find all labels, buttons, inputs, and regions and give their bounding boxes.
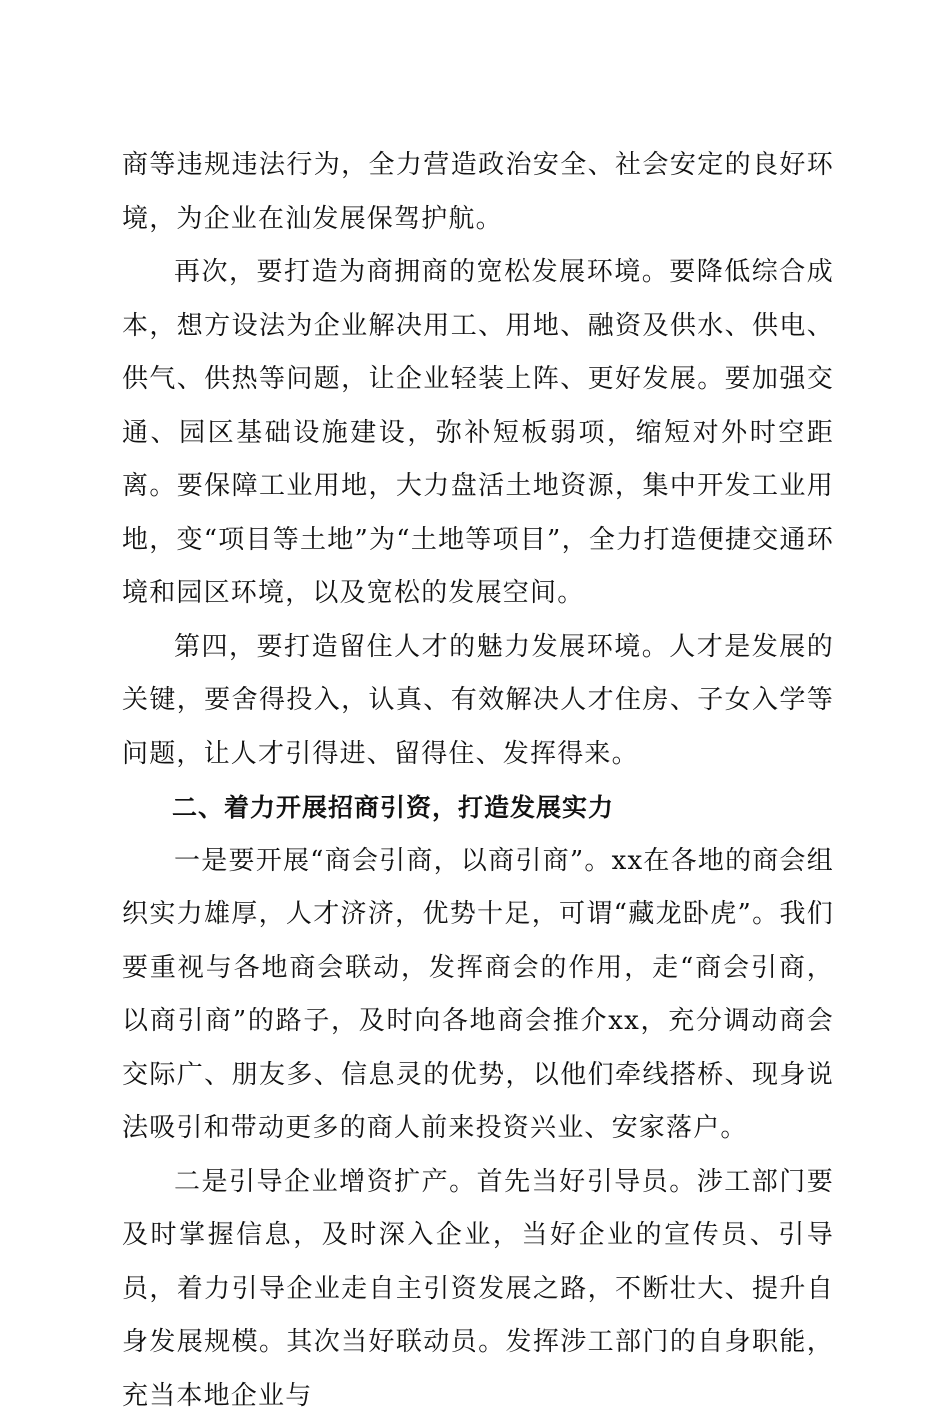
paragraph-business-environment: 再次，要打造为商拥商的宽松发展环境。要降低综合成本，想方设法为企业解决用工、用地、融资及供水、供电、供气、供热等问题，让企业轻装上阵、更好发展。要加强交通、园区基础设施建设，弥补短板弱项，缩短对外时空距离。要保障工业用地，大力盘活土地资源，集中开发工业用地，变“项目等土地”为“土地等项目”，全力打造便捷交通环境和园区环境，以及宽松的发展空间。: [122, 246, 834, 621]
section-heading: 二、着力开展招商引资，打造发展实力: [122, 781, 834, 835]
paragraph-chamber-investment: 一是要开展“商会引商，以商引商”。xx在各地的商会组织实力雄厚，人才济济，优势十足，可谓“藏龙卧虎”。我们要重视与各地商会联动，发挥商会的作用，走“商会引商，以商引商”的路子，及时向各地商会推介xx，充分调动商会交际广、朋友多、信息灵的优势，以他们牵线搭桥、现身说法吸引和带动更多的商人前来投资兴业、安家落户。: [122, 835, 834, 1156]
document-body: [122, 139, 834, 1423]
paragraph-continuation: 商等违规违法行为，全力营造政治安全、社会安定的良好环境，为企业在汕发展保驾护航。: [122, 139, 834, 246]
paragraph-talent-environment: 第四，要打造留住人才的魅力发展环境。人才是发展的关键，要舍得投入，认真、有效解决人才住房、子女入学等问题，让人才引得进、留得住、发挥得来。: [122, 621, 834, 782]
paragraph-enterprise-expansion: 二是引导企业增资扩产。首先当好引导员。涉工部门要及时掌握信息，及时深入企业，当好企业的宣传员、引导员，着力引导企业走自主引资发展之路，不断壮大、提升自身发展规模。其次当好联动员。发挥涉工部门的自身职能，充当本地企业与: [122, 1156, 834, 1423]
